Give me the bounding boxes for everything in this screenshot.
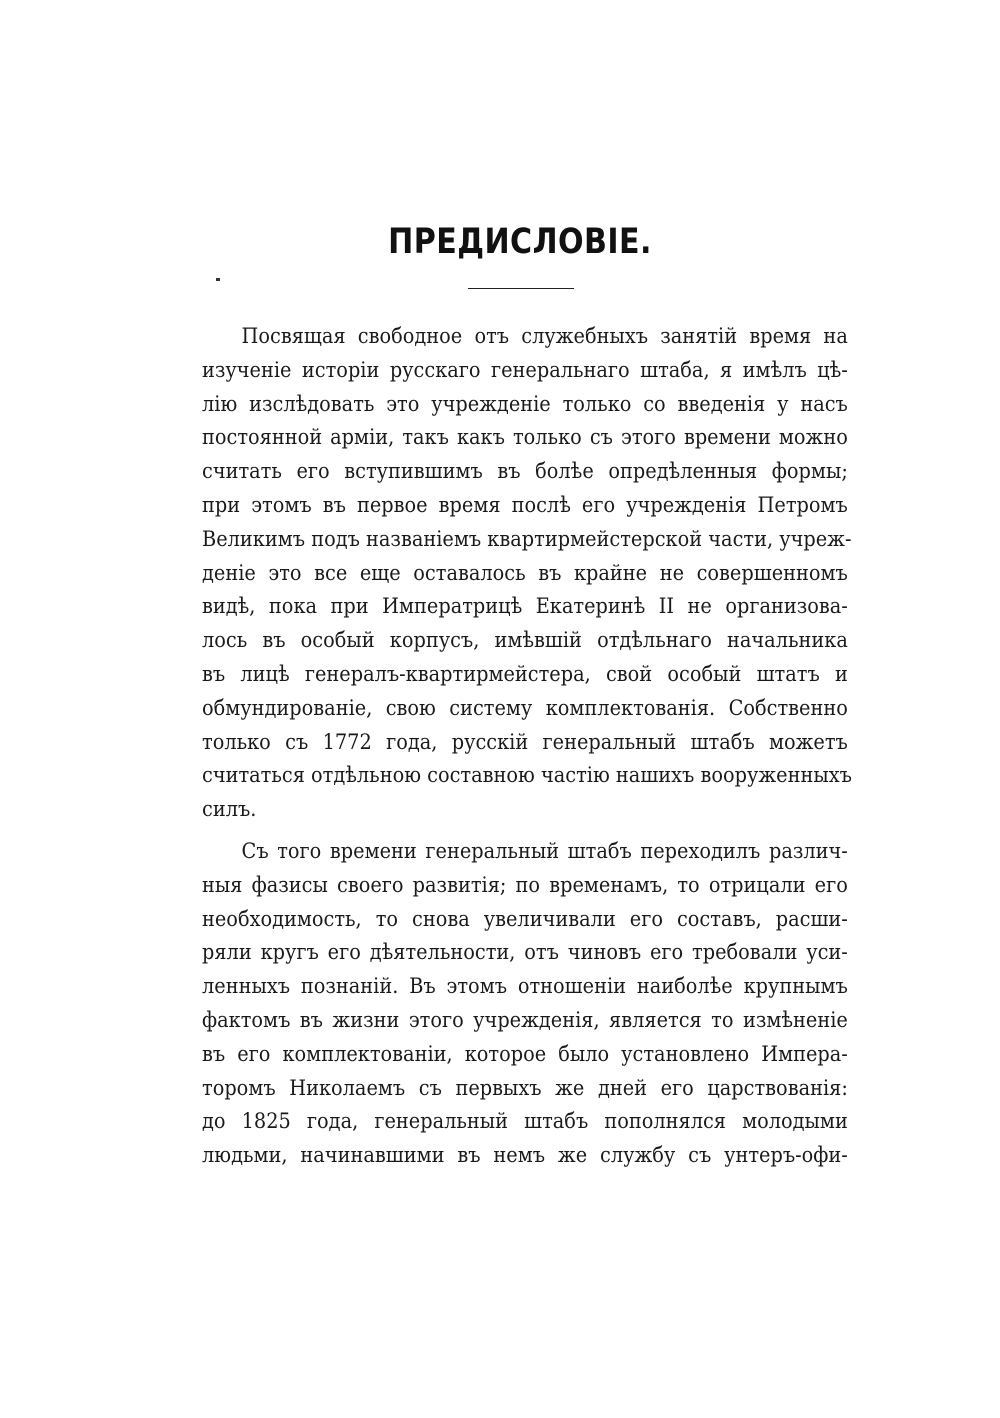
text-line: обмундированіе, свою систему комплектованія. Собственно bbox=[202, 695, 848, 720]
page-title: ПРЕДИСЛОВІЕ. bbox=[388, 222, 652, 262]
text-line: необходимость, то снова увеличивали его составъ, расши- bbox=[202, 906, 848, 931]
text-line: силъ. bbox=[202, 797, 257, 822]
text-line: постоянной арміи, такъ какъ только съ этого времени можно bbox=[202, 425, 848, 450]
preface-body bbox=[202, 320, 852, 1173]
text-line: торомъ Николаемъ съ первыхъ же дней его царствованія: bbox=[202, 1075, 848, 1100]
text-line: считать его вступившимъ въ болѣе опредѣленныя формы; bbox=[202, 459, 848, 484]
text-line: изученіе исторіи русскаго генеральнаго штаба, я имѣлъ цѣ- bbox=[202, 357, 848, 382]
text-line: фактомъ въ жизни этого учрежденія, является то измѣненіе bbox=[202, 1007, 848, 1032]
text-line: до 1825 года, генеральный штабъ пополнялся молодыми bbox=[202, 1109, 848, 1134]
text-line: Посвящая свободное отъ служебныхъ занятій время на bbox=[241, 324, 848, 348]
text-line: Великимъ подъ названіемъ квартирмейстерской части, учреж- bbox=[202, 526, 852, 551]
print-speck bbox=[216, 278, 220, 281]
text-line: людьми, начинавшими въ немъ же службу съ унтеръ-офи- bbox=[202, 1143, 848, 1168]
text-line: Съ того времени генеральный штабъ переходилъ различ- bbox=[241, 838, 848, 863]
text-line: деніе это все еще оставалось въ крайне не совершенномъ bbox=[202, 560, 848, 585]
paragraph-2 bbox=[202, 835, 848, 1173]
text-line: въ лицѣ генералъ-квартирмейстера, свой особый штатъ и bbox=[202, 661, 848, 686]
text-line: ныя фазисы своего развитія; по временамъ, то отрицали его bbox=[202, 872, 848, 897]
text-line: лію изслѣдовать это учрежденіе только со введенія у насъ bbox=[202, 391, 848, 416]
paragraph-1 bbox=[202, 320, 852, 827]
text-line: въ его комплектованіи, которое было установлено Импера- bbox=[202, 1041, 848, 1066]
text-line: при этомъ въ первое время послѣ его учрежденія Петромъ bbox=[202, 492, 848, 517]
text-line: лось въ особый корпусъ, имѣвшій отдѣльнаго начальника bbox=[202, 628, 848, 653]
text-line: считаться отдѣльною составною частію нашихъ вооруженныхъ bbox=[202, 763, 852, 788]
title-divider-rule bbox=[468, 288, 574, 289]
text-line: ленныхъ познаній. Въ этомъ отношеніи наиболѣе крупнымъ bbox=[202, 974, 848, 999]
text-line: видѣ, пока при Императрицѣ Екатеринѣ II не организова- bbox=[202, 594, 848, 619]
text-line: ряли кругъ его дѣятельности, отъ чиновъ его требовали уси- bbox=[202, 940, 848, 965]
text-line: только съ 1772 года, русскій генеральный штабъ можетъ bbox=[202, 729, 848, 754]
